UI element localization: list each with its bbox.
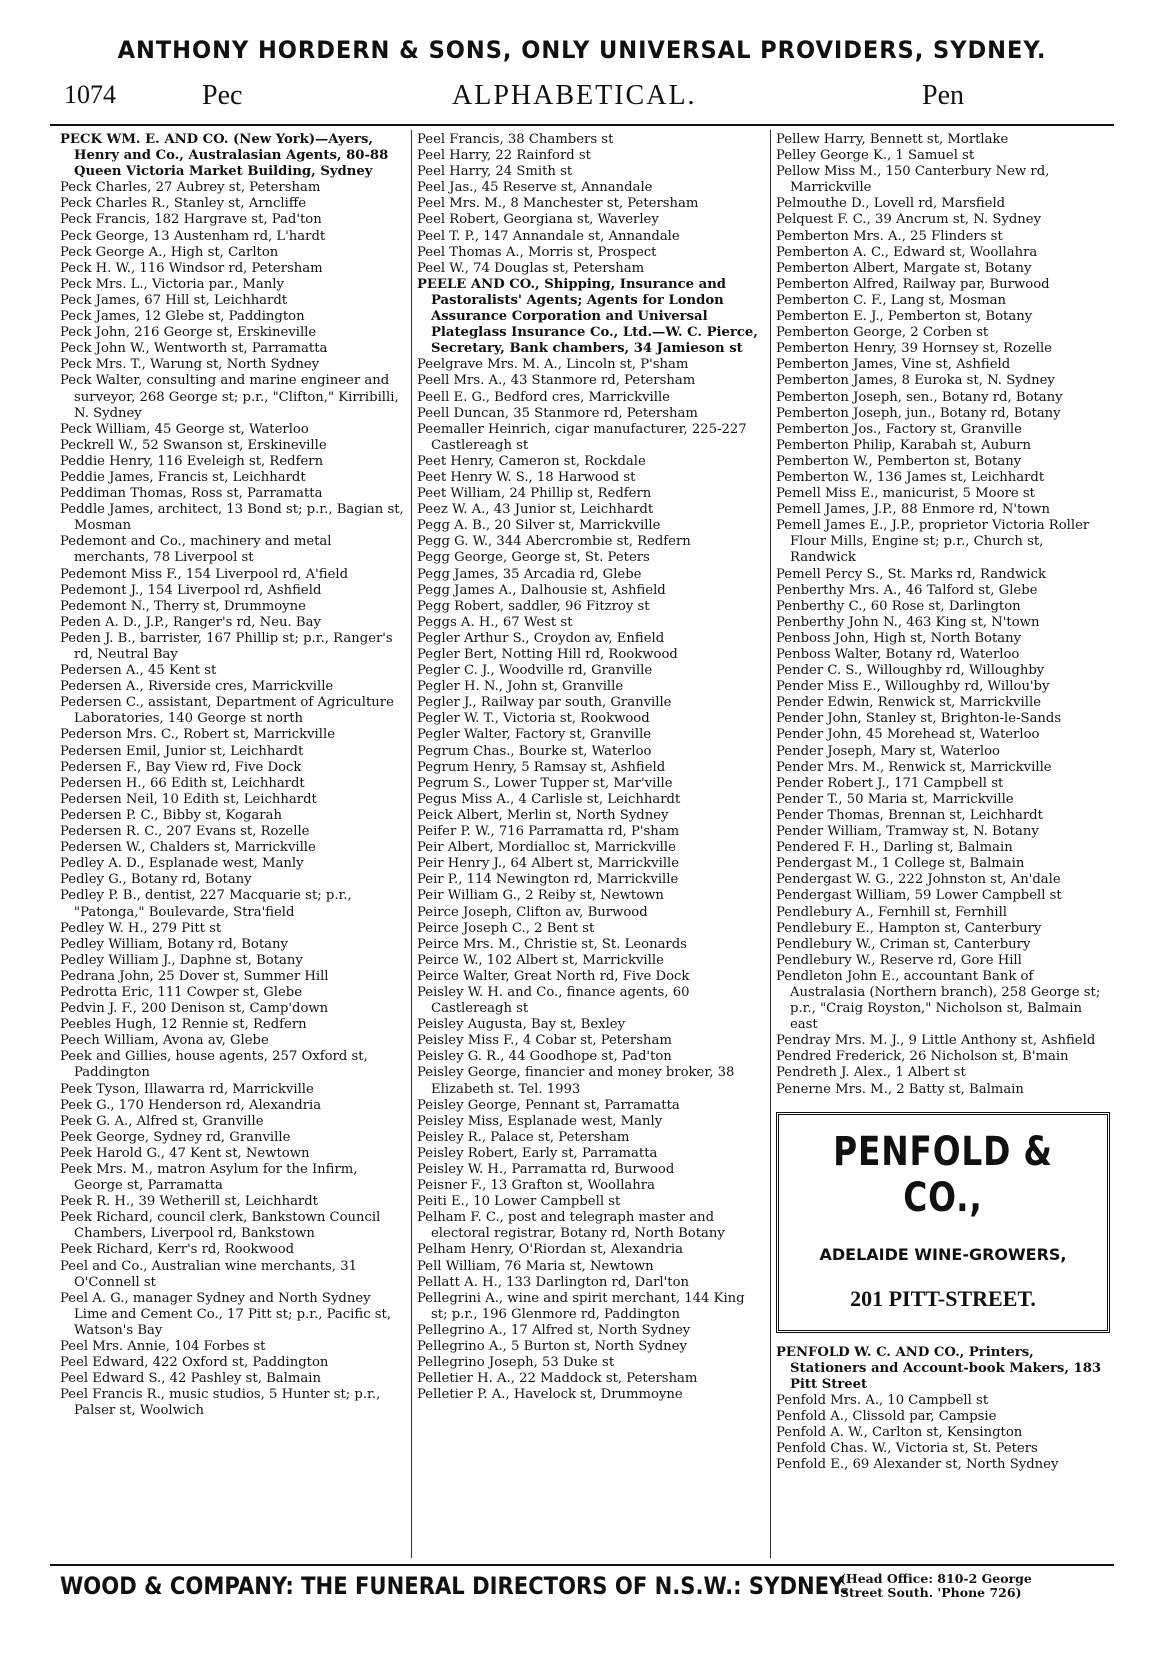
- directory-entry: Peek Tyson, Illawarra rd, Marrickville: [60, 1081, 314, 1097]
- directory-entry: Pellegrini A., wine and spirit merchant, 144 King st; p.r., 196 Glenmore rd, Paddington: [417, 1290, 745, 1322]
- directory-entry: Pendleton John E., accountant Bank of Australasia (Northern branch), 258 George st; p.r., "Craig Royston," Nicholson st, Balmain east: [776, 968, 1101, 1033]
- directory-entry: Pedersen P. C., Bibby st, Kogarah: [60, 807, 282, 823]
- directory-entry: Peisley Miss, Esplanade west, Manly: [417, 1113, 663, 1129]
- directory-entry: Pender Thomas, Brennan st, Leichhardt: [776, 807, 1043, 823]
- directory-entry: Peck John, 216 George st, Erskineville: [60, 325, 317, 341]
- directory-entry: Pender John, Stanley st, Brighton-le-Sands: [776, 711, 1062, 727]
- directory-entry: Pegler Bert, Notting Hill rd, Rookwood: [417, 647, 678, 662]
- directory-entry: Peel Mrs. M., 8 Manchester st, Petersham: [417, 196, 699, 212]
- directory-entry: Peir Albert, Mordialloc st, Marrickville: [417, 840, 676, 856]
- ad-address: 201 PITT-STREET.: [850, 1285, 1036, 1311]
- directory-entry: Pender William, Tramway st, N. Botany: [776, 824, 1039, 840]
- directory-entry: Pedley William J., Daphne st, Botany: [60, 952, 303, 968]
- directory-entry: Pedley William, Botany rd, Botany: [60, 936, 288, 952]
- directory-entry: Peek Richard, Kerr's rd, Rookwood: [60, 1242, 295, 1258]
- directory-entry: Peel Francis, 38 Chambers st: [417, 132, 614, 147]
- directory-entry: Pederson Mrs. C., Robert st, Marrickville: [60, 727, 336, 743]
- directory-entry: Pedley W. H., 279 Pitt st: [60, 920, 222, 936]
- directory-entry: Pelletier H. A., 22 Maddock st, Petersham: [417, 1371, 698, 1387]
- directory-entry: Pender Edwin, Renwick st, Marrickville: [776, 695, 1041, 711]
- directory-entry: Pendlebury A., Fernhill st, Fernhill: [776, 904, 1008, 920]
- page-number: 1074: [64, 80, 116, 109]
- directory-entry: Peir William G., 2 Reiby st, Newtown: [417, 888, 664, 904]
- directory-entry: Peell Duncan, 35 Stanmore rd, Petersham: [417, 405, 698, 421]
- directory-entry: Pedemont Miss F., 154 Liverpool rd, A'field: [60, 566, 349, 582]
- directory-entry: Pedersen A., Riverside cres, Marrickville: [60, 679, 334, 695]
- directory-entry: Peck James, 67 Hill st, Leichhardt: [60, 292, 288, 308]
- directory-entry: Peisley Robert, Early st, Parramatta: [417, 1145, 658, 1161]
- directory-entry: Pemell Percy S., St. Marks rd, Randwick: [776, 566, 1046, 582]
- directory-entry: Peck James, 12 Glebe st, Paddington: [60, 309, 305, 325]
- directory-entry: Pemberton W., 136 James st, Leichhardt: [776, 469, 1045, 485]
- directory-entry: Penerne Mrs. M., 2 Batty st, Balmain: [776, 1081, 1024, 1097]
- directory-entry: Peirce Joseph C., 2 Bent st: [417, 920, 595, 936]
- directory-entry: Pegg James, 35 Arcadia rd, Glebe: [417, 566, 642, 582]
- header-rule: [50, 124, 1114, 126]
- directory-entry: Peden J. B., barrister, 167 Phillip st; p.r., Ranger's rd, Neutral Bay: [60, 630, 393, 662]
- directory-entry: Peel Edward, 422 Oxford st, Paddington: [60, 1355, 329, 1371]
- directory-entry: Pellegrino A., 5 Burton st, North Sydney: [417, 1339, 687, 1355]
- directory-entry: Pemberton A. C., Edward st, Woollahra: [776, 244, 1038, 260]
- directory-entry: Peez W. A., 43 Junior st, Leichhardt: [417, 502, 654, 518]
- directory-entry: Penfold Chas. W., Victoria st, St. Peters: [776, 1441, 1038, 1457]
- directory-entry: Peckrell W., 52 Swanson st, Erskineville: [60, 437, 327, 453]
- directory-entry: Pelletier P. A., Havelock st, Drummoyne: [417, 1387, 683, 1403]
- directory-entry: Peisley Miss F., 4 Cobar st, Petersham: [417, 1033, 672, 1049]
- directory-entry: PENFOLD W. C. AND CO., Printers, Stationers and Account-book Makers, 183 Pitt Street: [776, 1344, 1102, 1392]
- directory-entry: Pemberton Joseph, jun., Botany rd, Botany: [776, 405, 1061, 421]
- directory-entry: Peel T. P., 147 Annandale st, Annandale: [417, 228, 680, 244]
- directory-entry: Pedersen C., assistant, Department of Agriculture Laboratories, 140 George st north: [60, 695, 394, 727]
- directory-entry: Pender Mrs. M., Renwick st, Marrickville: [776, 759, 1052, 775]
- directory-entry: Pedemont and Co., machinery and metal merchants, 78 Liverpool st: [60, 534, 332, 566]
- directory-entry: Peemaller Heinrich, cigar manufacturer, 225-227 Castlereagh st: [417, 421, 747, 453]
- directory-entry: Peet Henry W. S., 18 Harwood st: [417, 469, 636, 485]
- footer-office-line: (Head Office: 810-2 George: [840, 1571, 1032, 1586]
- left-guide-word: Pec: [202, 80, 243, 111]
- directory-entry: Pemberton Alfred, Railway par, Burwood: [776, 276, 1050, 292]
- directory-entry: Peden A. D., J.P., Ranger's rd, Neu. Bay: [60, 614, 321, 630]
- directory-entry: Peck John W., Wentworth st, Parramatta: [60, 341, 328, 357]
- column-3-entries-bottom: [776, 1345, 1110, 1474]
- directory-entry: Peech William, Avona av, Glebe: [60, 1033, 269, 1049]
- directory-entry: Peck Mrs. T., Warung st, North Sydney: [60, 357, 320, 373]
- directory-entry: Peek R. H., 39 Wetherill st, Leichhardt: [60, 1194, 318, 1210]
- directory-columns: [60, 132, 1110, 1560]
- directory-entry: Pedersen Emil, Junior st, Leichhardt: [60, 743, 304, 759]
- directory-entry: Peek G., 170 Henderson rd, Alexandria: [60, 1097, 322, 1113]
- directory-entry: Pellow Miss M., 150 Canterbury New rd, Marrickville: [776, 164, 1050, 196]
- penfold-advertisement: [776, 1112, 1110, 1333]
- directory-entry: Peek Mrs. M., matron Asylum for the Infirm, George st, Parramatta: [60, 1162, 358, 1194]
- column-3: [776, 132, 1110, 1560]
- directory-entry: Pedemont N., Therry st, Drummoyne: [60, 598, 306, 614]
- directory-entry: Pemberton Joseph, sen., Botany rd, Botany: [776, 389, 1063, 405]
- directory-entry: Peirce Joseph, Clifton av, Burwood: [417, 904, 648, 920]
- directory-entry: Peggs A. H., 67 West st: [417, 614, 573, 630]
- directory-entry: Pemell James E., J.P., proprietor Victoria Roller Flour Mills, Engine st; p.r., Church st, Randwick: [776, 518, 1090, 566]
- directory-entry: Peiti E., 10 Lower Campbell st: [417, 1194, 621, 1210]
- directory-entry: Peek George, Sydney rd, Granville: [60, 1129, 291, 1145]
- footer-office-line: Street South. 'Phone 726): [840, 1585, 1022, 1600]
- directory-entry: Pellegrino A., 17 Alfred st, North Sydney: [417, 1322, 691, 1338]
- directory-entry: Pender Robert J., 171 Campbell st: [776, 775, 1004, 791]
- directory-entry: Peel Edward S., 42 Pashley st, Balmain: [60, 1371, 321, 1387]
- directory-entry: Pemberton Mrs. A., 25 Flinders st: [776, 228, 1003, 244]
- directory-entry: Peir P., 114 Newington rd, Marrickville: [417, 872, 679, 888]
- directory-entry: Pedrana John, 25 Dover st, Summer Hill: [60, 968, 329, 984]
- directory-entry: Peel Mrs. Annie, 104 Forbes st: [60, 1339, 266, 1355]
- directory-entry: Pender C. S., Willoughby rd, Willoughby: [776, 663, 1045, 679]
- directory-entry: Peel Francis R., music studios, 5 Hunter st; p.r., Palser st, Woolwich: [60, 1387, 381, 1419]
- directory-entry: Pegler W. T., Victoria st, Rookwood: [417, 711, 650, 727]
- directory-entry: Peck George, 13 Austenham rd, L'hardt: [60, 228, 326, 244]
- directory-entry: Peel Harry, 22 Rainford st: [417, 148, 591, 164]
- directory-entry: Pedemont J., 154 Liverpool rd, Ashfield: [60, 582, 322, 598]
- directory-entry: Pell William, 76 Maria st, Newtown: [417, 1258, 654, 1274]
- directory-entry: Peisley George, financier and money broker, 38 Elizabeth st. Tel. 1993: [417, 1065, 735, 1097]
- directory-entry: Peddiman Thomas, Ross st, Parramatta: [60, 486, 323, 502]
- directory-entry: Peel A. G., manager Sydney and North Sydney Lime and Cement Co., 17 Pitt st; p.r., Pacific st, Watson's Bay: [60, 1290, 392, 1338]
- directory-entry: Pegrum Chas., Bourke st, Waterloo: [417, 743, 652, 759]
- directory-entry: Peell Mrs. A., 43 Stanmore rd, Petersham: [417, 373, 696, 389]
- directory-entry: Peell E. G., Bedford cres, Marrickville: [417, 389, 670, 405]
- directory-entry: Peck Charles R., Stanley st, Arncliffe: [60, 196, 307, 212]
- directory-entry: Pender T., 50 Maria st, Marrickville: [776, 791, 1014, 807]
- directory-entry: Peek Harold G., 47 Kent st, Newtown: [60, 1145, 310, 1161]
- directory-entry: Peck Mrs. L., Victoria par., Manly: [60, 276, 284, 292]
- directory-entry: Peek Richard, council clerk, Bankstown Council Chambers, Liverpool rd, Bankstown: [60, 1210, 381, 1242]
- directory-entry: Peel and Co., Australian wine merchants, 31 O'Connell st: [60, 1258, 357, 1290]
- directory-entry: Pemberton James, 8 Euroka st, N. Sydney: [776, 373, 1055, 389]
- directory-entry: Pemberton E. J., Pemberton st, Botany: [776, 309, 1033, 325]
- directory-entry: Pedersen A., 45 Kent st: [60, 663, 217, 679]
- directory-entry: Pendray Mrs. M. J., 9 Little Anthony st, Ashfield: [776, 1033, 1096, 1049]
- directory-entry: Pender Miss E., Willoughby rd, Willou'by: [776, 679, 1050, 695]
- directory-entry: Pegler J., Railway par south, Granville: [417, 695, 672, 711]
- directory-entry: Pemberton James, Vine st, Ashfield: [776, 357, 1011, 373]
- directory-entry: Pendergast W. G., 222 Johnston st, An'dale: [776, 872, 1061, 888]
- directory-entry: Pemberton Philip, Karabah st, Auburn: [776, 437, 1031, 453]
- directory-entry: Peel Robert, Georgiana st, Waverley: [417, 212, 659, 228]
- directory-entry: Peck George A., High st, Carlton: [60, 244, 279, 260]
- directory-entry: Peck William, 45 George st, Waterloo: [60, 421, 309, 437]
- directory-entry: Pedley G., Botany rd, Botany: [60, 872, 252, 888]
- directory-entry: Peisner F., 13 Grafton st, Woollahra: [417, 1178, 655, 1194]
- directory-entry: Pegg G. W., 344 Abercrombie st, Redfern: [417, 534, 691, 550]
- directory-entry: Pender John, 45 Morehead st, Waterloo: [776, 727, 1040, 743]
- right-guide-word: Pen: [922, 80, 964, 111]
- directory-entry: PEELE AND CO., Shipping, Insurance and Pastoralists' Agents; Agents for London Assurance Corporation and Universal Plateglass Insurance Co., Ltd.—W. C. Pierce, Secretary, Bank chambers, 34 Jamieson st: [417, 276, 758, 357]
- directory-entry: Pegg Robert, saddler, 96 Fitzroy st: [417, 598, 650, 614]
- directory-entry: Peirce W., 102 Albert st, Marrickville: [417, 952, 664, 968]
- banner-advertisement: ANTHONY HORDERN & SONS, ONLY UNIVERSAL PROVIDERS, SYDNEY.: [117, 36, 1047, 64]
- directory-entry: Penfold A., Clissold par, Campsie: [776, 1409, 997, 1424]
- directory-entry: Penberthy C., 60 Rose st, Darlington: [776, 598, 1021, 614]
- footer-rule: [50, 1564, 1114, 1566]
- directory-entry: Pelham Henry, O'Riordan st, Alexandria: [417, 1242, 683, 1258]
- directory-entry: Pelmouthe D., Lovell rd, Marsfield: [776, 196, 1006, 212]
- directory-entry: Pemberton Henry, 39 Hornsey st, Rozelle: [776, 341, 1052, 357]
- directory-entry: Penboss Walter, Botany rd, Waterloo: [776, 647, 1020, 662]
- directory-entry: Pedley A. D., Esplanade west, Manly: [60, 856, 304, 872]
- directory-entry: Peisley R., Palace st, Petersham: [417, 1129, 630, 1145]
- directory-entry: Pemberton Albert, Margate st, Botany: [776, 260, 1032, 276]
- directory-entry: Peddie James, Francis st, Leichhardt: [60, 469, 306, 485]
- directory-entry: Peddle James, architect, 13 Bond st; p.r., Bagian st, Mosman: [60, 502, 404, 534]
- directory-entry: Peisley George, Pennant st, Parramatta: [417, 1097, 680, 1113]
- directory-entry: Peir Henry J., 64 Albert st, Marrickville: [417, 856, 680, 872]
- directory-entry: Pegler Arthur S., Croydon av, Enfield: [417, 630, 665, 646]
- directory-entry: Pedersen H., 66 Edith st, Leichhardt: [60, 775, 305, 791]
- directory-entry: Peick Albert, Merlin st, North Sydney: [417, 807, 669, 823]
- directory-entry: Peek G. A., Alfred st, Granville: [60, 1113, 264, 1129]
- directory-entry: Pedersen F., Bay View rd, Five Dock: [60, 759, 302, 775]
- directory-entry: Penfold A. W., Carlton st, Kensington: [776, 1425, 1023, 1441]
- directory-entry: Peel Thomas A., Morris st, Prospect: [417, 244, 657, 260]
- directory-entry: Pendreth J. Alex., 1 Albert st: [776, 1065, 966, 1081]
- directory-entry: Peck Francis, 182 Hargrave st, Pad'ton: [60, 212, 322, 228]
- directory-entry: Peisley W. H. and Co., finance agents, 60 Castlereagh st: [417, 984, 690, 1017]
- directory-entry: Pellatt A. H., 133 Darlington rd, Darl'ton: [417, 1274, 689, 1290]
- directory-entry: Pendered F. H., Darling st, Balmain: [776, 840, 1013, 856]
- directory-entry: Pegrum S., Lower Tupper st, Mar'ville: [417, 775, 673, 791]
- directory-entry: Pendlebury W., Reserve rd, Gore Hill: [776, 952, 1022, 968]
- directory-entry: Pedley P. B., dentist, 227 Macquarie st; p.r., "Patonga," Boulevarde, Stra'field: [60, 888, 352, 920]
- footer-office: [840, 1572, 1032, 1600]
- directory-entry: Penberthy John N., 463 King st, N'town: [776, 614, 1040, 630]
- directory-entry: Peirce Mrs. M., Christie st, St. Leonards: [417, 936, 687, 952]
- directory-entry: Pendlebury E., Hampton st, Canterbury: [776, 920, 1042, 936]
- directory-entry: Peelgrave Mrs. M. A., Lincoln st, P'sham: [417, 357, 689, 373]
- directory-entry: Pegg A. B., 20 Silver st, Marrickville: [417, 518, 661, 534]
- column-1: [60, 132, 406, 1560]
- directory-entry: Pelquest F. C., 39 Ancrum st, N. Sydney: [776, 212, 1042, 228]
- directory-entry: Peirce Walter, Great North rd, Five Dock: [417, 968, 690, 984]
- directory-entry: Pendred Frederick, 26 Nicholson st, B'main: [776, 1049, 1069, 1065]
- directory-entry: Peet Henry, Cameron st, Rockdale: [417, 453, 646, 469]
- directory-entry: Penberthy Mrs. A., 46 Talford st, Glebe: [776, 582, 1038, 598]
- directory-entry: Pender Joseph, Mary st, Waterloo: [776, 743, 1000, 759]
- directory-entry: Pellegrino Joseph, 53 Duke st: [417, 1355, 615, 1371]
- directory-entry: Pemell James, J.P., 88 Enmore rd, N'town: [776, 502, 1051, 518]
- column-2: [417, 132, 763, 1560]
- directory-entry: Pelham F. C., post and telegraph master and electoral registrar, Botany rd, North Botany: [417, 1210, 725, 1242]
- directory-entry: Pedrotta Eric, 111 Cowper st, Glebe: [60, 984, 303, 1000]
- directory-entry: Pellew Harry, Bennett st, Mortlake: [776, 132, 1009, 147]
- directory-entry: Peebles Hugh, 12 Rennie st, Redfern: [60, 1017, 307, 1033]
- directory-entry: Pedvin J. F., 200 Denison st, Camp'down: [60, 1001, 329, 1017]
- directory-entry: PECK WM. E. AND CO. (New York)—Ayers, Henry and Co., Australasian Agents, 80-88 Queen Victoria Market Building, Sydney: [60, 132, 389, 180]
- directory-entry: Pedersen R. C., 207 Evans st, Rozelle: [60, 824, 310, 840]
- footer-advertisement: WOOD & COMPANY: THE FUNERAL DIRECTORS OF N.S.W.: SYDNEY.: [60, 1572, 849, 1600]
- section-title: ALPHABETICAL.: [452, 80, 697, 111]
- directory-entry: Pegus Miss A., 4 Carlisle st, Leichhardt: [417, 791, 681, 807]
- directory-entry: Peisley W. H., Parramatta rd, Burwood: [417, 1162, 675, 1177]
- directory-entry: Peel W., 74 Douglas st, Petersham: [417, 260, 645, 276]
- directory-entry: Pedersen Neil, 10 Edith st, Leichhardt: [60, 791, 317, 807]
- directory-entry: Pemberton Jos., Factory st, Granville: [776, 421, 1022, 437]
- directory-entry: Pegler C. J., Woodville rd, Granville: [417, 663, 653, 679]
- directory-entry: Pemberton C. F., Lang st, Mosman: [776, 292, 1007, 308]
- directory-entry: Peck Walter, consulting and marine engineer and surveyor, 268 George st; p.r., "Clifton," Kirribilli, N. Sydney: [60, 373, 399, 421]
- directory-entry: Pegler Walter, Factory st, Granville: [417, 727, 652, 743]
- directory-entry: Peck H. W., 116 Windsor rd, Petersham: [60, 260, 323, 276]
- directory-entry: Pendergast M., 1 College st, Balmain: [776, 856, 1025, 872]
- directory-entry: Peel Jas., 45 Reserve st, Annandale: [417, 180, 653, 196]
- directory-entry: Pelley George K., 1 Samuel st: [776, 148, 975, 164]
- directory-entry: Peek and Gillies, house agents, 257 Oxford st, Paddington: [60, 1049, 368, 1081]
- page-header: [60, 80, 1104, 120]
- directory-entry: Pegg James A., Dalhousie st, Ashfield: [417, 582, 666, 598]
- directory-entry: Peifer P. W., 716 Parramatta rd, P'sham: [417, 824, 680, 840]
- directory-entry: Peisley Augusta, Bay st, Bexley: [417, 1017, 626, 1033]
- ad-name: PENFOLD & CO.,: [833, 1128, 1053, 1221]
- directory-entry: Pemell Miss E., manicurist, 5 Moore st: [776, 486, 1035, 502]
- directory-entry: Peck Charles, 27 Aubrey st, Petersham: [60, 180, 321, 196]
- directory-entry: Peel Harry, 24 Smith st: [417, 164, 573, 180]
- directory-entry: Pegler H. N., John st, Granville: [417, 679, 624, 695]
- page-footer: [60, 1572, 1120, 1612]
- directory-entry: Pemberton W., Pemberton st, Botany: [776, 453, 1022, 469]
- directory-entry: Pendlebury W., Criman st, Canterbury: [776, 936, 1031, 952]
- directory-entry: Peddie Henry, 116 Eveleigh st, Redfern: [60, 453, 324, 469]
- directory-entry: Penfold E., 69 Alexander st, North Sydney: [776, 1457, 1059, 1473]
- directory-entry: Penboss John, High st, North Botany: [776, 630, 1022, 646]
- directory-entry: Peet William, 24 Phillip st, Redfern: [417, 486, 652, 502]
- directory-entry: Pegrum Henry, 5 Ramsay st, Ashfield: [417, 759, 666, 775]
- directory-entry: Pendergast William, 59 Lower Campbell st: [776, 888, 1062, 904]
- directory-entry: Peisley G. R., 44 Goodhope st, Pad'ton: [417, 1049, 672, 1065]
- ad-subtitle: ADELAIDE WINE-GROWERS,: [819, 1244, 1067, 1264]
- directory-entry: Pemberton George, 2 Corben st: [776, 325, 989, 341]
- directory-entry: Penfold Mrs. A., 10 Campbell st: [776, 1392, 989, 1408]
- directory-entry: Pegg George, George st, St. Peters: [417, 550, 650, 566]
- directory-entry: Pedersen W., Chalders st, Marrickville: [60, 840, 316, 856]
- column-3-entries-top: [776, 132, 1110, 1098]
